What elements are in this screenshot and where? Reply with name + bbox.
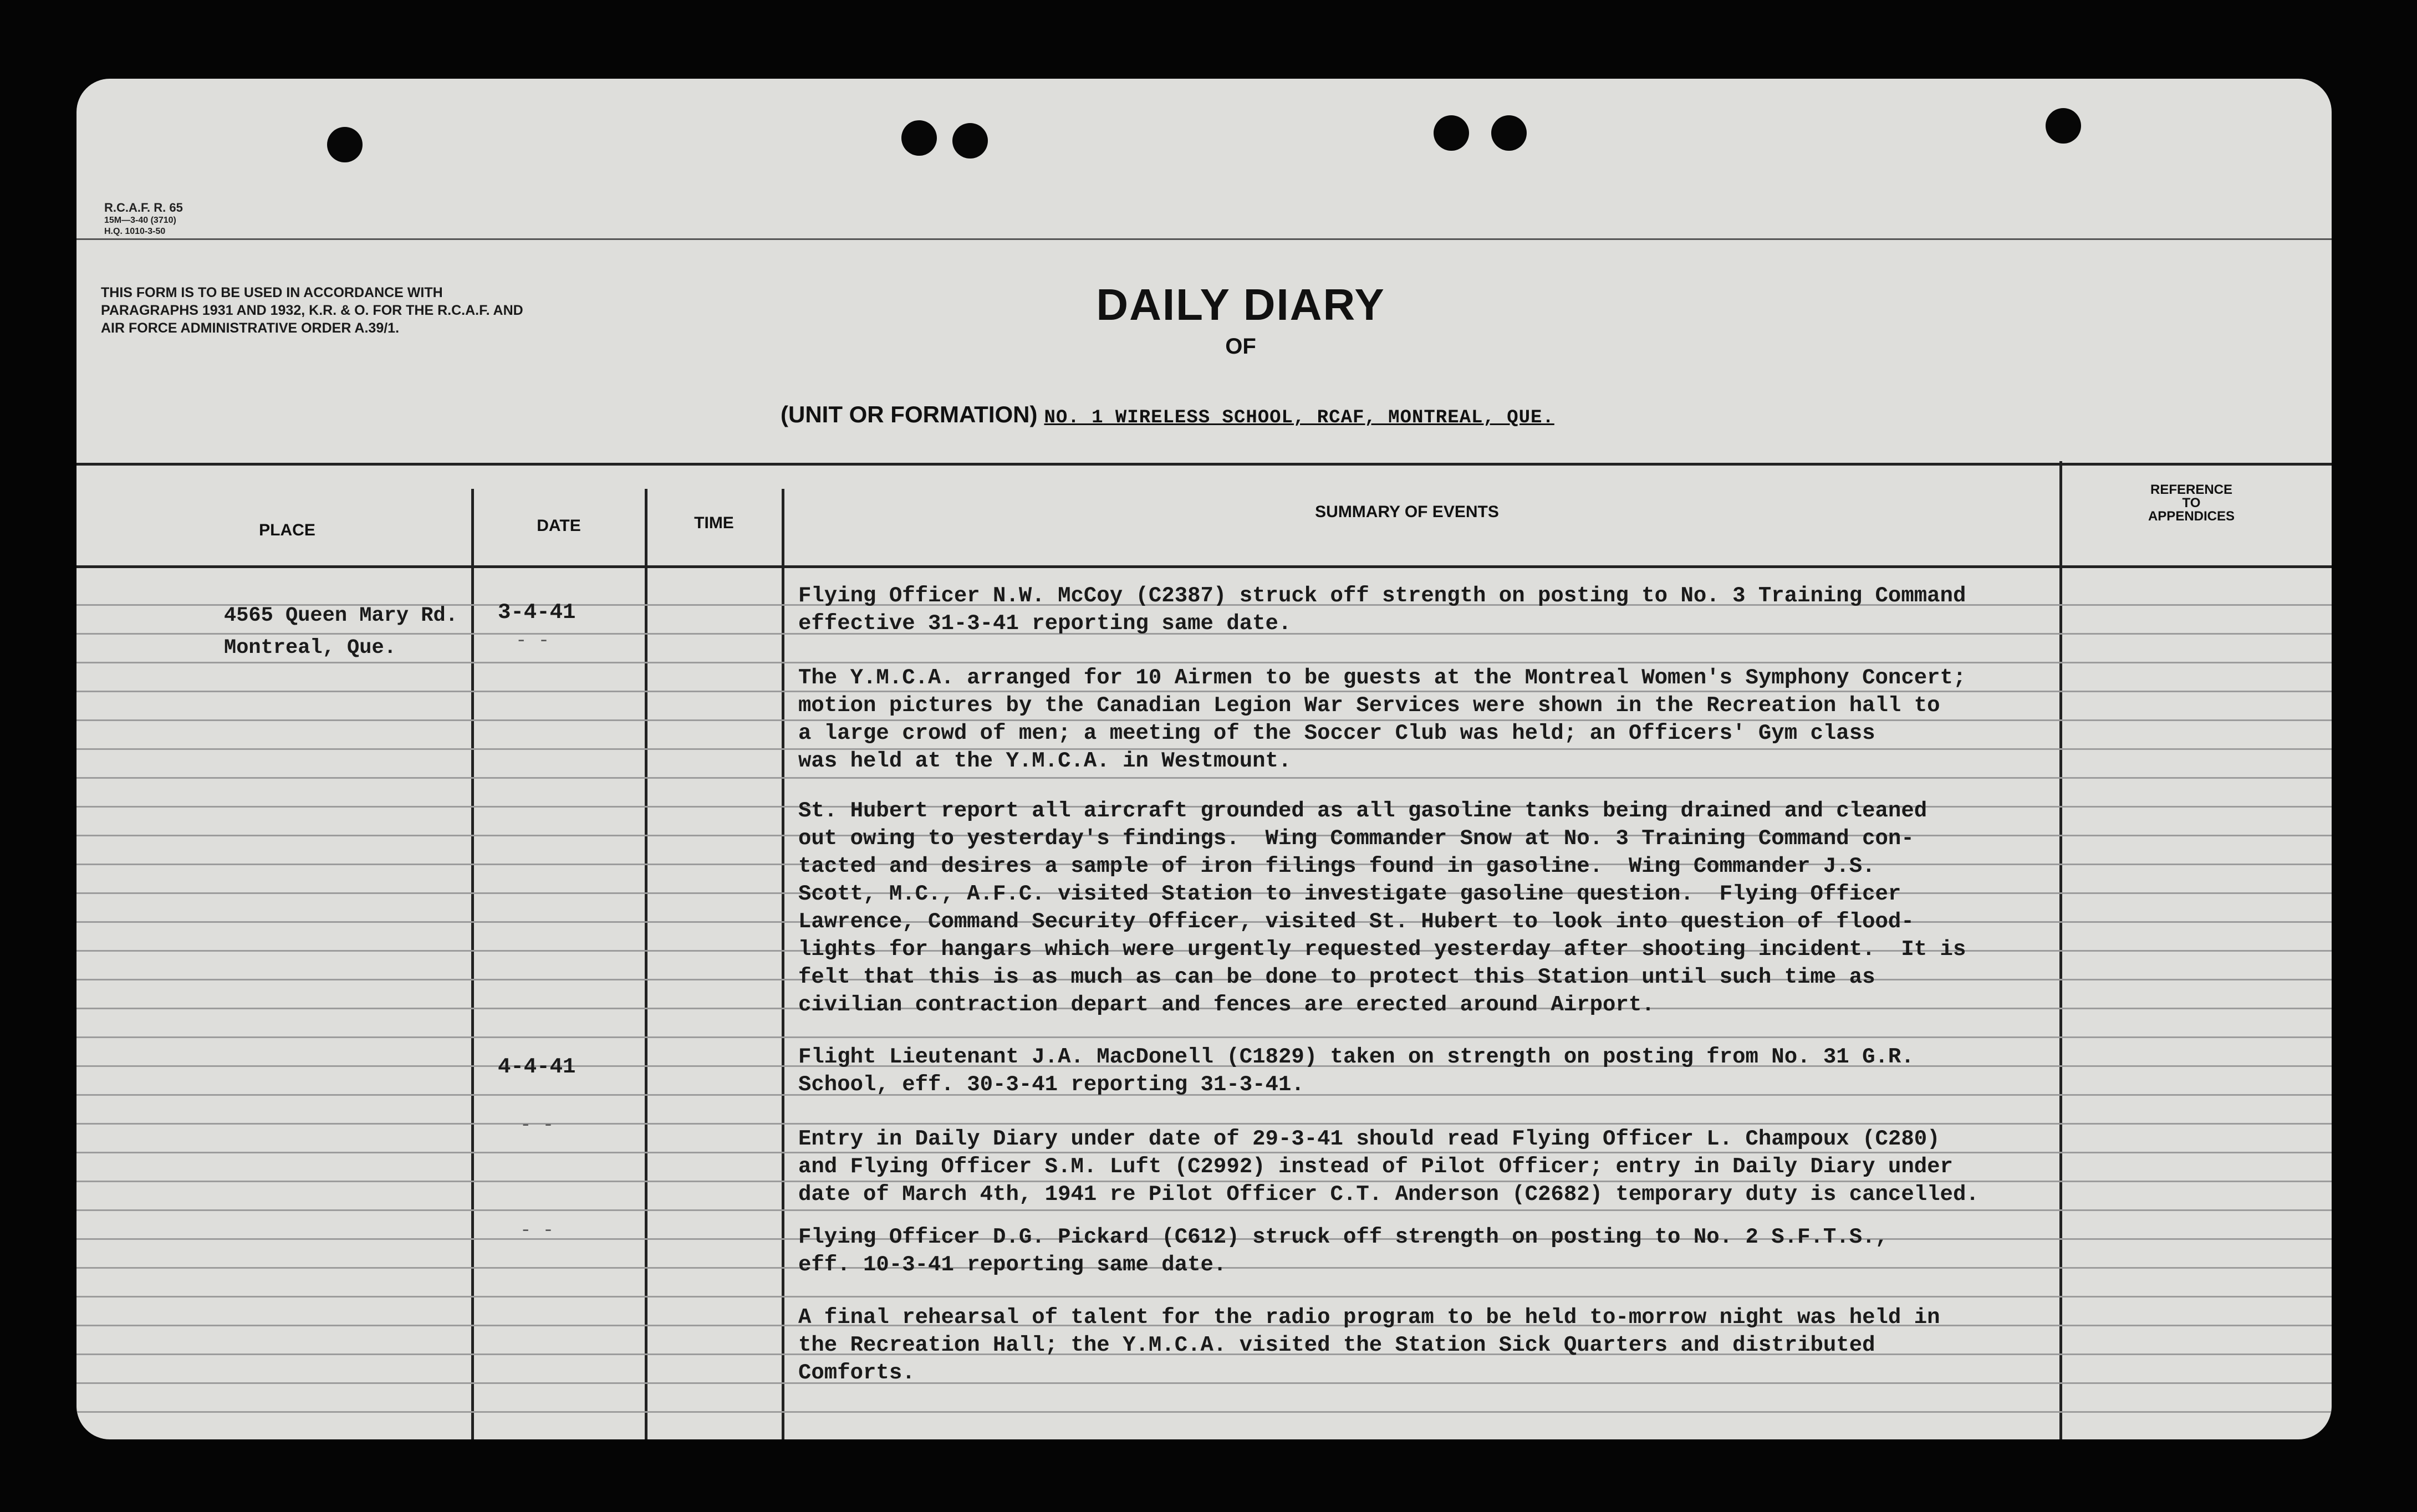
unit-value: NO. 1 WIRELESS SCHOOL, RCAF, MONTREAL, QUE. xyxy=(1044,407,1554,428)
ditto-mark: - - xyxy=(520,1220,554,1242)
table-top-rule xyxy=(77,463,2332,466)
event-entry: The Y.M.C.A. arranged for 10 Airmen to be guests at the Montreal Women's Symphony Concert; motion pictures by the Canadian Legion War Services were shown in the Recreation hall to a large crowd of men; a meeting of the Soccer Club was held; an Officers' Gym class was held at the Y.M.C.A. in Westmount. xyxy=(798,666,1966,773)
place-cell: 4565 Queen Mary Rd. Montreal, Que. xyxy=(224,604,458,660)
punch-hole xyxy=(327,127,363,162)
unit-line xyxy=(781,401,1554,428)
column-header-reference: REFERENCE TO APPENDICES xyxy=(2148,482,2235,524)
column-header-place: PLACE xyxy=(259,521,315,539)
event-entry: St. Hubert report all aircraft grounded as all gasoline tanks being drained and cleaned out owing to yesterday's findings. Wing Commander Snow at No. 3 Training Command con- tacted and desires a sample of iron filings found in gasoline. Wing Commander J.S. Scott, M.C., A.F.C. visited Station to investigate gasoline question. Flying Officer Lawrence, Command Security Officer, visited St. Hubert to look into question of flood- lights for hangars which were urgently requested yesterday after shooting incident. It is felt that this is as much as can be done to protect this Station until such time as civilian contraction depart and fences are erected around Airport. xyxy=(798,799,1966,1017)
unit-label: (UNIT OR FORMATION) xyxy=(781,401,1038,427)
page-title: DAILY DIARY xyxy=(1096,280,1385,329)
event-entry: Entry in Daily Diary under date of 29-3-41 should read Flying Officer L. Champoux (C280) and Flying Officer S.M. Luft (C2992) instead of Pilot Officer; entry in Daily Diary under date of March 4th, 1941 re Pilot Officer C.T. Anderson (C2682) temporary duty is cancelled. xyxy=(798,1127,1979,1207)
form-notice: THIS FORM IS TO BE USED IN ACCORDANCE WITH PARAGRAPHS 1931 AND 1932, K.R. & O. FOR THE R.C.A.F. AND AIR FORCE ADMINISTRATIVE ORDER A.39/1. xyxy=(101,285,523,336)
punch-hole xyxy=(2046,108,2081,144)
ditto-mark: - - xyxy=(520,1115,554,1136)
ruled-line xyxy=(77,777,2332,779)
punch-hole xyxy=(952,123,988,159)
form-number-line: R.C.A.F. R. 65 xyxy=(104,201,183,214)
column-header-date: DATE xyxy=(537,517,581,535)
punch-hole xyxy=(901,120,937,156)
event-entry: A final rehearsal of talent for the radio program to be held to-morrow night was held in the Recreation Hall; the Y.M.C.A. visited the Station Sick Quarters and distributed Comforts. xyxy=(798,1305,1940,1385)
rule xyxy=(77,238,2332,240)
punch-hole xyxy=(1434,115,1469,151)
diary-card xyxy=(77,79,2332,1439)
print-line: 15M—3-40 (3710) xyxy=(104,216,176,225)
header-bottom-rule xyxy=(77,565,2332,568)
event-entry: Flight Lieutenant J.A. MacDonell (C1829) taken on strength on posting from No. 31 G.R. School, eff. 30-3-41 reporting 31-3-41. xyxy=(798,1045,1914,1097)
date-cell: 4-4-41 xyxy=(498,1055,576,1079)
form-number xyxy=(104,201,183,237)
ditto-mark: - - xyxy=(516,631,550,652)
title-of: OF xyxy=(1225,334,1256,359)
ruled-line xyxy=(77,1209,2332,1211)
ruled-line xyxy=(77,1036,2332,1038)
ruled-line xyxy=(77,1296,2332,1298)
ruled-line xyxy=(77,1123,2332,1125)
ruled-line xyxy=(77,1411,2332,1413)
punch-hole xyxy=(1491,115,1527,151)
date-cell: 3-4-41 xyxy=(498,600,576,625)
event-entry: Flying Officer D.G. Pickard (C612) struck off strength on posting to No. 2 S.F.T.S., eff. 10-3-41 reporting same date. xyxy=(798,1225,1888,1277)
column-header-summary: SUMMARY OF EVENTS xyxy=(1315,503,1499,521)
print-line: H.Q. 1010-3-50 xyxy=(104,227,166,236)
event-entry: Flying Officer N.W. McCoy (C2387) struck off strength on posting to No. 3 Training Command effective 31-3-41 reporting same date. xyxy=(798,584,1966,636)
column-header-time: TIME xyxy=(694,514,734,532)
